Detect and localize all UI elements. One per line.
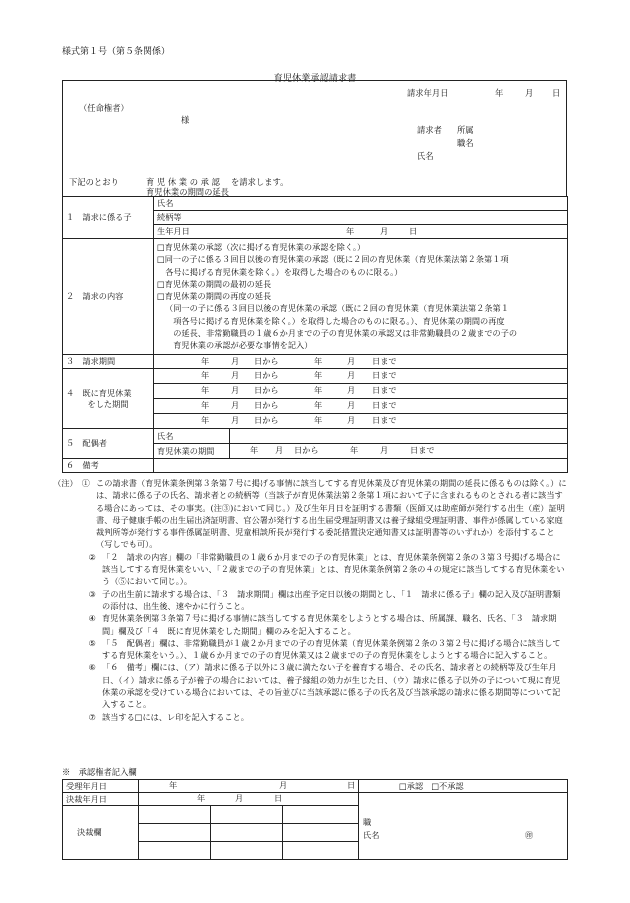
intro-suffix: を請求します。 [231,177,289,187]
spouse-from-year: 年 [250,445,259,455]
position-label: 職名 [457,138,474,148]
decision-cell-9[interactable] [283,842,359,860]
past1-from-year: 年 [201,370,210,380]
approver-name: 氏名 [363,830,380,840]
note-4-mark: ④ [88,613,96,624]
received-month: 月 [279,780,288,790]
child-section-label: １ 請求に係る子 [63,197,154,239]
received-date-label: 受理年月日 [63,780,139,793]
from-month: 月 [231,356,240,366]
decided-day: 日 [274,793,283,803]
option-third-approval[interactable]: □同一の子に係る３回目以後の育児休業の承認（既に２回の育児休業（育児休業法第２条第１項 [157,254,509,265]
to-day: 日まで [372,356,397,366]
note-7-mark: ⑦ [88,711,96,722]
note-5 [62,637,567,662]
note-1-text: この請求書（育児休業条例第３条第７号に掲げる事情に該当してする育児休業及び育児休業の期間の延長に係るものは除く。）には、請求に係る子の氏名、請求者との続柄等（当該子が育児休業法第２条第１項において子に含まれるものとされる者に該当する場合にあっては、その事実。(注③)において同じ。）及び生年月日を証明する書類（医師又は助産師が発行する出生（産）証明書、母子健康手帳の出生届出済証明書、官公署が発行する出生届受理証明書又は養子縁組受理証明書、事件が係属している家庭裁判所等が発行する事件係属証明書、児童相談所長が発行する委託措置決定通知書又は証明書等のいずれか）を添付すること（写しでも可）。 [96,478,567,550]
past3-from-year: 年 [201,400,210,410]
note-4-text: 育児休業条例第３条第７号に掲げる事情に該当してする育児休業をしようとする場合は、所属課、職名、氏名、「３ 請求期間」欄及び「４ 既に育児休業をした期間」欄のみを記入すること。 [102,613,557,636]
decision-cell-4[interactable] [139,824,211,842]
period-section-label: ３ 請求期間 [63,355,154,369]
note-4 [62,612,567,637]
remarks-section-label: ６ 備考 [63,459,154,473]
decided-month: 月 [235,793,244,803]
note-6-mark: ⑥ [88,662,96,673]
birth-month: 月 [380,226,389,236]
decision-cell-6[interactable] [283,824,359,842]
spouse-from-day: 日から [294,445,319,455]
reason-instruction-1: （同一の子に係る３回目以後の育児休業の承認（既に２回の育児休業（育児休業法第２条第１ [165,303,509,314]
decided-year: 年 [197,793,206,803]
child-relation-field: 続柄等 [154,211,568,225]
spouse-to-month: 月 [380,445,389,455]
approver-position: 職 [363,817,372,827]
content-section-label: ２ 請求の内容 [63,239,154,355]
request-date-label: 請求年月日 [407,88,449,98]
to-month: 月 [347,356,356,366]
past-row-4 [154,414,568,429]
approval-section-title: ※ 承認権者記入欄 [62,767,137,777]
past-label-line2: をした期間 [87,398,129,409]
main-table [62,196,568,473]
past4-to-year: 年 [314,415,323,425]
received-day: 日 [347,780,356,790]
decision-label: 決裁欄 [63,806,139,860]
child-birthdate-field [154,225,568,239]
decided-date-value [139,793,359,806]
from-year: 年 [201,356,210,366]
past2-to-year: 年 [314,385,323,395]
spouse-from-month: 月 [275,445,284,455]
past3-to-year: 年 [314,400,323,410]
past4-to-month: 月 [347,415,356,425]
child-name-field: 氏名 [154,197,568,211]
request-box [62,80,567,196]
option-third-approval-cont: 各号に掲げる育児休業を除く。）を取得した場合のものに限る。） [157,266,403,277]
note-6-text: 「６ 備考」欄には、（ア）請求に係る子以外に３歳に満たない子を養育する場合、その氏名、請求者との続柄等及び生年月日、（イ）請求に係る子が養子の場合においては、養子縁組の効力が生じた日、（ウ）請求に係る子以外の子について現に育児休業の承認を受けている場合においては、その旨並びに当該承認に係る子の氏名及び当該承認の請求に係る期間等について記入すること。 [102,662,561,710]
decision-cell-7[interactable] [139,842,211,860]
page-title: 育児休業承認請求書 [273,73,357,84]
spouse-period-label: 育児休業の期間 [154,444,230,459]
note-5-text: 「５ 配偶者」欄は、非常勤職員が１歳２か月までの子の育児休業（育児休業条例第２条の３第２号に掲げる場合に該当してする育児休業をいう。）、１歳６か月までの子の育児休業又は２歳までの子の育児休業をしようとする場合に記入すること。 [102,637,561,661]
option-approval[interactable]: □育児休業の承認（次に掲げる育児休業の承認を除く。） [157,242,366,252]
spouse-to-day: 日まで [410,445,435,455]
decision-cell-3[interactable] [283,806,359,824]
past-label-line1: ４ 既に育児休業 [66,387,132,398]
decision-cell-8[interactable] [211,842,283,860]
past1-from-month: 月 [231,370,240,380]
request-date-day: 日 [552,88,561,98]
past4-from-day: 日から [254,415,279,425]
reason-instruction-2: 項各号に掲げる育児休業を除く。）を取得した場合のものに限る。）、育児休業の期間の再度 [165,315,505,326]
appointer-label: （任命権者） [79,103,129,113]
requester-label: 請求者 [417,125,442,135]
decision-cell-2[interactable] [211,806,283,824]
past1-to-month: 月 [347,370,356,380]
past4-from-month: 月 [231,415,240,425]
past2-to-day: 日まで [372,385,397,395]
note-1 [28,477,567,551]
approval-table [62,779,568,860]
note-7-text: 該当する□には、レ印を記入すること。 [102,711,249,722]
past-row-3 [154,399,568,414]
reason-instruction-4: 育児休業の承認が必要な事情を記入） [165,340,313,351]
note-5-mark: ⑤ [88,637,96,648]
past1-from-day: 日から [254,370,279,380]
spouse-name-value[interactable] [230,429,568,444]
note-1-mark: （注） ① [53,478,90,488]
past2-from-month: 月 [231,385,240,395]
from-day: 日から [254,356,279,366]
past2-to-month: 月 [347,385,356,395]
request-date-month: 月 [525,88,534,98]
option-second-extension[interactable]: □育児休業の期間の再度の延長 [157,291,272,302]
period-row [154,355,568,369]
note-3 [62,588,567,613]
note-2-text: 「２ 請求の内容」欄の「非常勤職員の１歳６か月までの子の育児休業」とは、育児休業条例第２条の３第３号掲げる場合に該当してする育児休業をいい、「２歳までの子の育児休業」とは、育児休業条例第２条の４の規定に該当してする育児休業をいう（⑤において同じ。）。 [102,551,565,587]
form-number: 様式第１号（第５条関係） [62,47,171,57]
past-section-label [63,369,154,429]
intro-option-approval: 育 児 休 業 の 承 認 [146,177,220,187]
note-3-text: 子の出生前に請求する場合は、「３ 請求期間」欄は出産予定日以後の期間とし、「１ 請求に係る子」欄の記入及び証明書類の添付は、出生後、速やかに行うこと。 [102,588,561,611]
request-date-year: 年 [495,88,504,98]
birth-year: 年 [346,226,355,236]
decision-cell-5[interactable] [211,824,283,842]
to-year: 年 [314,356,323,366]
notes-section [53,477,567,723]
received-date-value [139,780,359,793]
affiliation-label: 所属 [457,125,474,135]
birth-day: 日 [409,226,418,236]
intro-option-extension: 育児休業の期間の延長 [146,187,229,197]
past1-to-year: 年 [314,370,323,380]
past3-from-day: 日から [254,400,279,410]
content-options [154,239,568,355]
honorific: 様 [181,115,190,125]
name-label: 氏名 [417,151,434,161]
past2-from-year: 年 [201,385,210,395]
past4-from-year: 年 [201,415,210,425]
intro-prefix: 下記のとおり [69,177,119,187]
past3-from-month: 月 [231,400,240,410]
past3-to-day: 日まで [372,400,397,410]
child-birthdate-label: 生年月日 [157,226,190,236]
approver-block [359,793,568,860]
option-first-extension[interactable]: □育児休業の期間の最初の延長 [157,278,272,289]
decided-date-label: 決裁年月日 [63,793,139,806]
spouse-section-label: ５ 配偶者 [63,429,154,459]
past-row-2 [154,384,568,399]
past-row-1 [154,369,568,384]
seal-icon: ㊞ [525,830,534,840]
approve-options[interactable]: □承認 □不承認 [359,780,568,793]
past3-to-month: 月 [347,400,356,410]
note-7 [62,711,567,723]
note-3-mark: ③ [88,588,96,599]
note-2 [62,551,567,588]
reason-instruction-3: の延長、非常勤職員の１歳６か月までの子の育児休業の承認又は非常勤職員の２歳までの子の [165,328,518,339]
spouse-to-year: 年 [350,445,359,455]
past4-to-day: 日まで [372,415,397,425]
decision-cell-1[interactable] [139,806,211,824]
spouse-period-value [230,444,568,459]
past1-to-day: 日まで [372,370,397,380]
spouse-name-label: 氏名 [154,429,230,444]
note-2-mark: ② [88,551,96,562]
past2-from-day: 日から [254,385,279,395]
remarks-value[interactable] [154,459,568,473]
note-6 [62,661,567,710]
received-year: 年 [169,780,178,790]
